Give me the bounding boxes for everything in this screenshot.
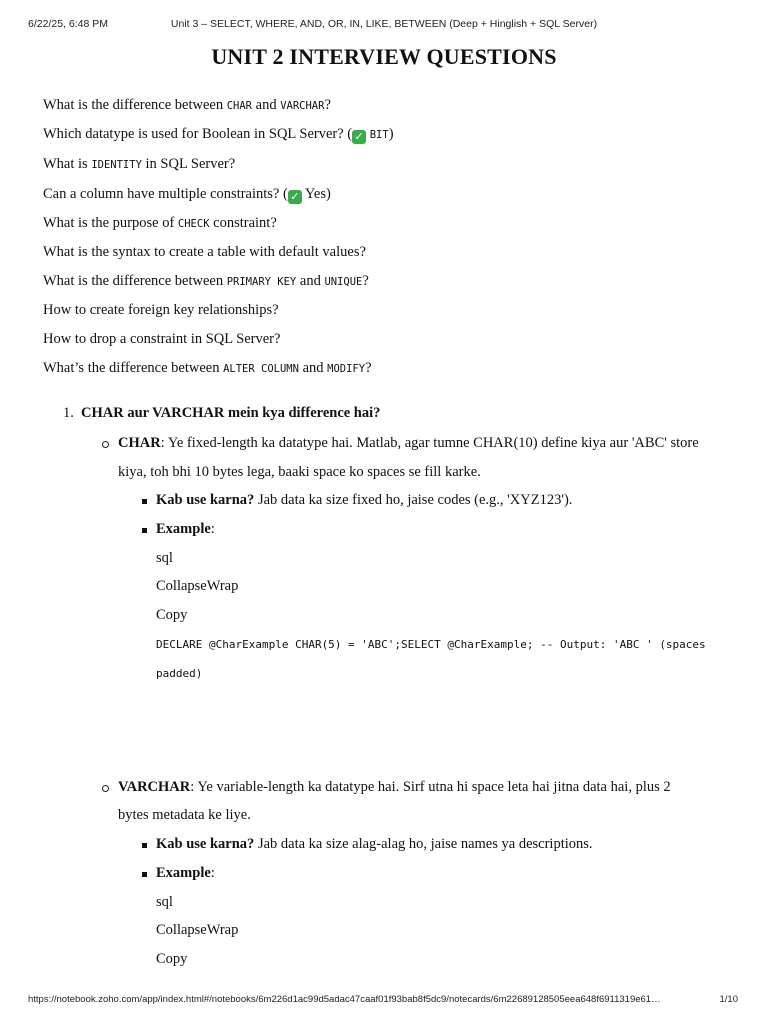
- bullet-square-icon: [142, 872, 147, 877]
- question-3: What is IDENTITY in SQL Server?: [43, 156, 236, 172]
- check-mark-icon: ✓: [352, 130, 366, 144]
- code-char: CHAR: [226, 100, 253, 112]
- code-varchar: VARCHAR: [280, 100, 325, 112]
- code-block-line-2: padded): [156, 667, 203, 680]
- varchar-kab-use: Kab use karna? Jab data ka size alag-alag ho, jaise names ya descriptions.: [156, 836, 593, 852]
- question-7: What is the difference between PRIMARY KEY and UNIQUE?: [43, 273, 369, 289]
- page-heading: UNIT 2 INTERVIEW QUESTIONS: [211, 44, 557, 69]
- print-footer: [0, 992, 768, 1008]
- question-9: How to drop a constraint in SQL Server?: [43, 331, 281, 347]
- code-block-line-1: DECLARE @CharExample CHAR(5) = 'ABC';SELECT @CharExample; -- Output: 'ABC ' (spaces: [156, 638, 706, 651]
- question-4: Can a column have multiple constraints? ( ✓ Yes): [43, 186, 331, 203]
- code-check: CHECK: [177, 218, 210, 230]
- collapse-wrap-button[interactable]: CollapseWrap: [156, 578, 239, 594]
- page-number: 1/10: [719, 994, 738, 1005]
- list-number: 1.: [63, 405, 74, 421]
- bullet-circle-icon: [102, 441, 109, 448]
- question-6: What is the syntax to create a table with default values?: [43, 244, 366, 260]
- char-description: CHAR: Ye fixed-length ka datatype hai. Matlab, agar tumne CHAR(10) define kiya aur 'ABC' store: [118, 435, 699, 451]
- code-language-label: sql: [156, 550, 173, 566]
- bullet-square-icon: [142, 499, 147, 504]
- collapse-wrap-button[interactable]: CollapseWrap: [156, 922, 239, 938]
- varchar-example-label: Example:: [156, 865, 215, 881]
- question-10: What’s the difference between ALTER COLUMN and MODIFY?: [43, 360, 372, 376]
- print-title: Unit 3 – SELECT, WHERE, AND, OR, IN, LIKE, BETWEEN (Deep + Hinglish + SQL Server): [170, 18, 598, 30]
- question-5: What is the purpose of CHECK constraint?: [43, 215, 277, 231]
- bullet-square-icon: [142, 843, 147, 848]
- page-url: https://notebook.zoho.com/app/index.html#/notebooks/6m226d1ac99d5adac47caaf01f93bab8f5dc9/notecards/6m22689128505eea648f6911319e61…: [28, 994, 661, 1005]
- code-modify: MODIFY: [327, 363, 366, 375]
- varchar-description-cont: bytes metadata ke liye.: [118, 807, 251, 823]
- bullet-square-icon: [142, 528, 147, 533]
- code-bit: BIT: [369, 129, 389, 141]
- code-identity: IDENTITY: [91, 159, 142, 171]
- copy-button[interactable]: Copy: [156, 951, 188, 967]
- copy-button[interactable]: Copy: [156, 607, 188, 623]
- answer-title: CHAR aur VARCHAR mein kya difference hai?: [81, 405, 381, 421]
- question-8: How to create foreign key relationships?: [43, 302, 279, 318]
- code-alter-column: ALTER COLUMN: [223, 363, 299, 375]
- char-description-cont: kiya, toh bhi 10 bytes lega, baaki space ko spaces se fill karke.: [118, 464, 481, 480]
- bullet-circle-icon: [102, 785, 109, 792]
- varchar-description: VARCHAR: Ye variable-length ka datatype hai. Sirf utna hi space leta hai jitna data hai, plus 2: [118, 779, 671, 795]
- print-header: [0, 16, 768, 32]
- char-kab-use: Kab use karna? Jab data ka size fixed ho, jaise codes (e.g., 'XYZ123').: [156, 492, 573, 508]
- code-language-label: sql: [156, 894, 173, 910]
- question-2: Which datatype is used for Boolean in SQL Server? ( ✓ BIT): [43, 126, 394, 143]
- char-example-label: Example:: [156, 521, 215, 537]
- question-1: What is the difference between CHAR and VARCHAR?: [43, 97, 331, 113]
- code-unique: UNIQUE: [324, 276, 363, 288]
- check-mark-icon: ✓: [288, 190, 302, 204]
- print-date: 6/22/25, 6:48 PM: [28, 18, 108, 30]
- code-primary-key: PRIMARY KEY: [226, 276, 297, 288]
